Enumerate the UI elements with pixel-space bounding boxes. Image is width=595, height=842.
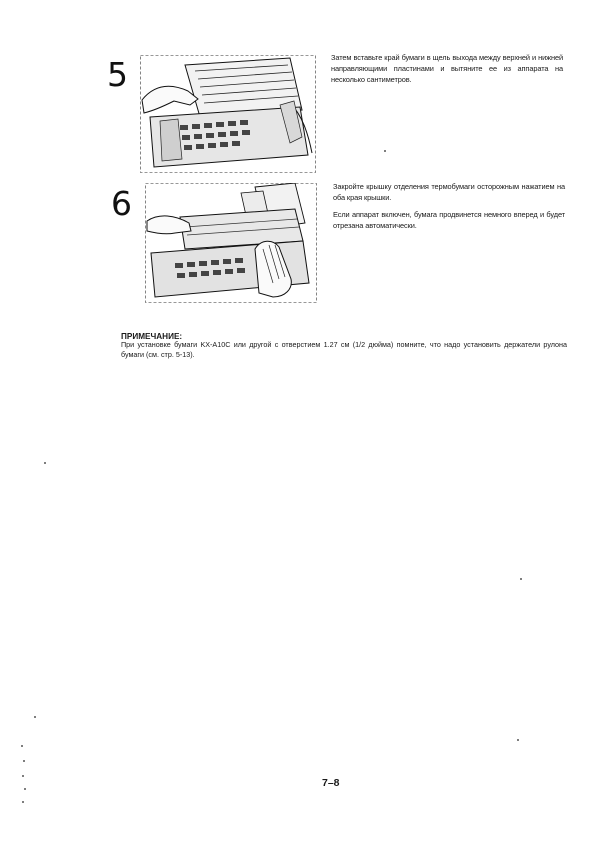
scan-speck bbox=[23, 760, 25, 762]
fax-open-paper-insert-illustration-icon bbox=[140, 55, 316, 173]
note-text: При установке бумаги KX-A10C или другой с отверстием 1.27 см (1/2 дюйма) помните, что надо установить держатели рулона бумаги (см. стр. 5-13). bbox=[121, 340, 567, 359]
scan-speck bbox=[22, 775, 24, 777]
step-number-6: 6 bbox=[111, 184, 132, 223]
step-number-5: 5 bbox=[107, 55, 128, 94]
step-6-instructions bbox=[333, 181, 565, 237]
scan-speck bbox=[34, 716, 36, 718]
scan-speck bbox=[44, 462, 46, 464]
scan-speck bbox=[24, 788, 26, 790]
scan-speck bbox=[520, 578, 522, 580]
scan-speck bbox=[21, 745, 23, 747]
scan-speck bbox=[517, 739, 519, 741]
step-6-paragraph-2: Если аппарат включен, бумага продвинется немного вперед и будет отрезана автоматически. bbox=[333, 210, 565, 230]
page-number: 7–8 bbox=[322, 777, 340, 789]
scan-speck bbox=[384, 150, 386, 152]
scan-speck bbox=[22, 801, 24, 803]
step-6-paragraph-1: Закройте крышку отделения термобумаги осторожным нажатием на оба края крышки. bbox=[333, 182, 565, 202]
step-5-instructions bbox=[331, 52, 563, 91]
fax-close-cover-illustration-icon bbox=[145, 183, 317, 303]
note-title: ПРИМЕЧАНИЕ: bbox=[121, 332, 183, 341]
step-5-paragraph: Затем вставьте край бумаги в щель выхода между верхней и нижней направляющими пластинами и вытяните ее из аппарата на несколько сантиметров. bbox=[331, 53, 563, 84]
